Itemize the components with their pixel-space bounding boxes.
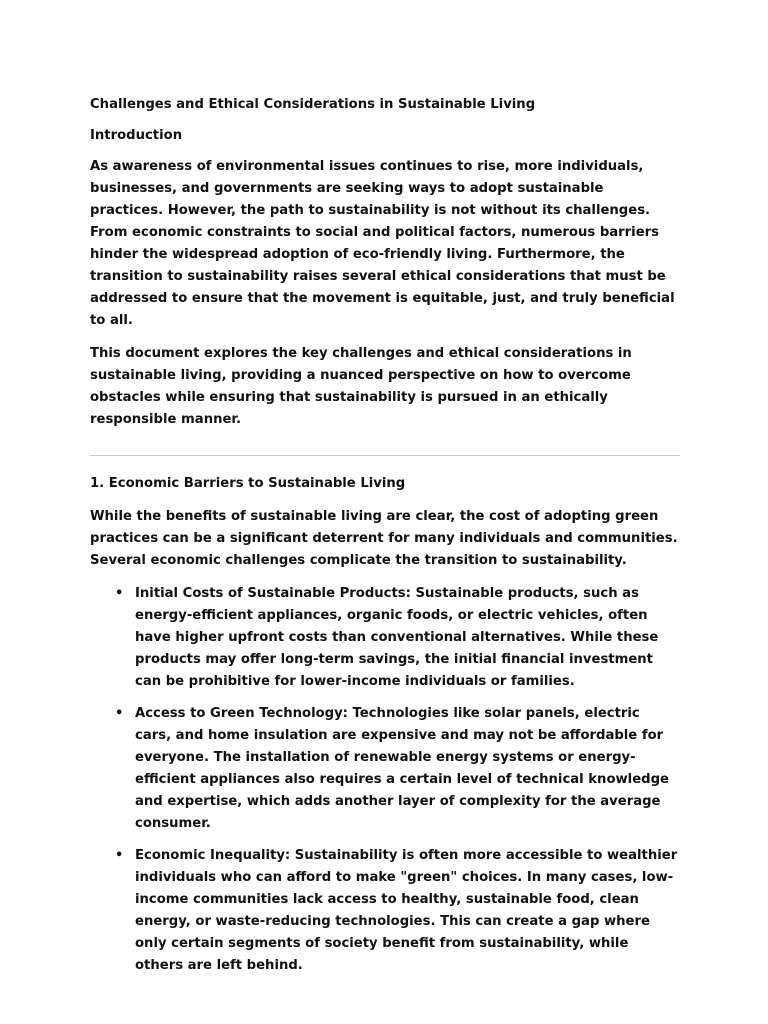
section-1-paragraph: While the benefits of sustainable living are clear, the cost of adopting green practices can be a significant deterrent for many individuals and communities. Several economic challenges complicate the transition to sustainability.: [90, 509, 678, 568]
bullet-text: Economic Inequality: Sustainability is often more accessible to wealthier individuals who can afford to make "green" choices. In many cases, low-income communities lack access to healthy, sustainable food, clean energy, or waste-reducing technologies. This can create a gap where only certain segments of society benefit from sustainability, while others are left behind.: [135, 848, 678, 973]
bullet-icon: •: [115, 586, 124, 601]
bullet-icon: •: [115, 848, 124, 863]
section-1-heading: 1. Economic Barriers to Sustainable Living: [90, 476, 406, 491]
introduction-heading: Introduction: [90, 128, 183, 143]
document-title: Challenges and Ethical Considerations in Sustainable Living: [90, 97, 536, 112]
intro-paragraph-1: As awareness of environmental issues continues to rise, more individuals, businesses, and governments are seeking ways to adopt sustainable practices. However, the path to sustainability is not without its challenges. From economic constraints to social and political factors, numerous barriers hinder the widespread adoption of eco-friendly living. Furthermore, the transition to sustainability raises several ethical considerations that must be addressed to ensure that the movement is equitable, just, and truly beneficial to all.: [90, 159, 675, 328]
bullet-text: Access to Green Technology: Technologies like solar panels, electric cars, and home insulation are expensive and may not be affordable for everyone. The installation of renewable energy systems or energy-efficient appliances also requires a certain level of technical knowledge and expertise, which adds another layer of complexity for the average consumer.: [135, 706, 669, 831]
intro-paragraph-2: This document explores the key challenges and ethical considerations in sustainable living, providing a nuanced perspective on how to overcome obstacles while ensuring that sustainability is pursued in an ethically responsible manner.: [90, 346, 632, 427]
list-item: [90, 583, 680, 693]
list-item: [90, 703, 680, 835]
section-divider: [90, 455, 680, 456]
list-item: [90, 845, 680, 977]
section-1-bullet-list: [90, 583, 680, 977]
bullet-icon: •: [115, 706, 124, 721]
document-page: [90, 94, 680, 987]
bullet-text: Initial Costs of Sustainable Products: Sustainable products, such as energy-efficient appliances, organic foods, or electric vehicles, often have higher upfront costs than conventional alternatives. While these products may offer long-term savings, the initial financial investment can be prohibitive for lower-income individuals or families.: [135, 586, 659, 689]
